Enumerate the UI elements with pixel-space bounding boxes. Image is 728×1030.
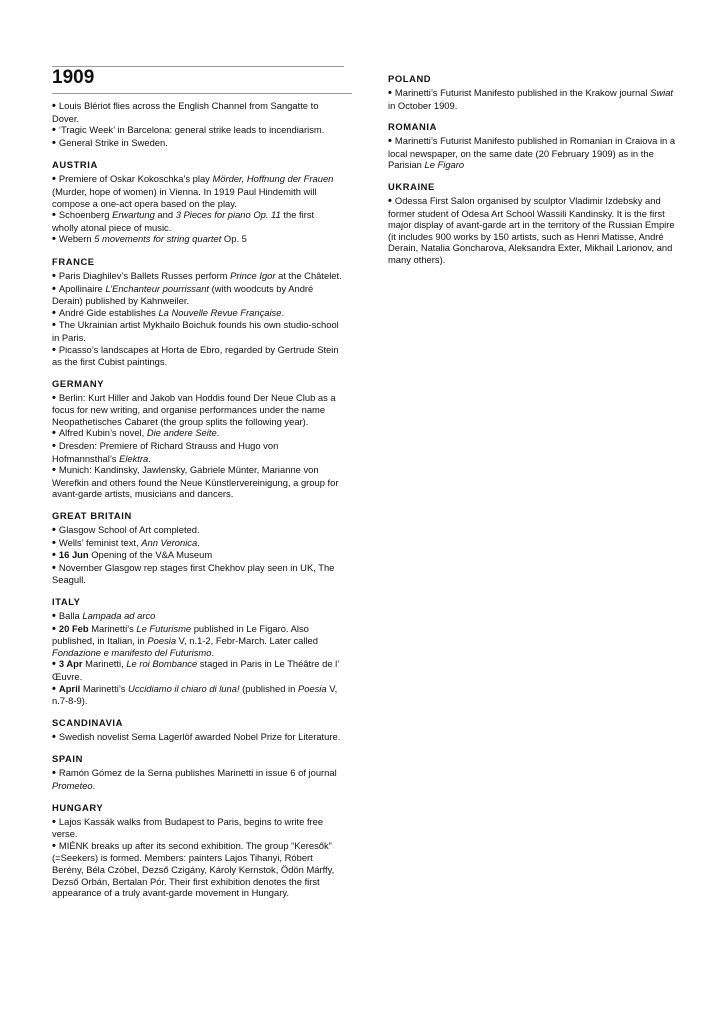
section-title: HUNGARY	[52, 801, 104, 813]
entry-text: Mörder, Hoffnung der Frauen	[212, 173, 334, 185]
entry-text: Le Futurisme	[136, 622, 192, 634]
entry-text: Poesia	[297, 682, 327, 694]
bullet-icon: •	[52, 682, 59, 695]
entry	[52, 683, 342, 707]
entry-text: Swiat	[650, 87, 674, 98]
entry-text: Odessa First Salon organised by sculptor Vladimir Izdebsky and former student of Odesa Art School Wassili Kandinsky. It is the first major display of avant-garde art in the territory of the Russian Empire (it includes 900 works by 150 artists, such as Henri Matisse, André Derain, Natalia Goncharova, Aleksandra Exter, Mikhail Larionov, and many others).	[388, 194, 675, 265]
year-heading: 1909	[52, 66, 352, 94]
bullet-icon: •	[52, 233, 59, 246]
entry-text: .	[211, 646, 215, 658]
entry	[388, 135, 680, 171]
entry	[52, 392, 342, 428]
entry	[52, 840, 342, 899]
bullet-icon: •	[52, 767, 59, 780]
entry-text: Glasgow School of Art completed.	[58, 524, 200, 536]
entry	[52, 767, 342, 791]
entry	[52, 307, 342, 320]
bullet-icon: •	[388, 135, 395, 148]
bullet-icon: •	[52, 730, 59, 743]
entry-text: Lampada ad arco	[82, 610, 156, 621]
section-title: AUSTRIA	[52, 159, 98, 171]
entry-text: Munich: Kandinsky, Jawlensky, Gabriele Münter, Marianne von Werefkin and others found the Neue Künstlervereinigung, a group for avant-garde artists, musicians and dancers.	[52, 464, 339, 500]
entry-text: 3 Apr	[58, 658, 83, 670]
entry-text: General Strike in Sweden.	[58, 136, 168, 148]
entry-text: Poesia	[147, 635, 177, 647]
right-column	[388, 73, 680, 266]
bullet-icon: •	[52, 427, 59, 440]
entry	[52, 731, 342, 744]
entry-text: Marinetti,	[82, 658, 127, 670]
entry-text: and	[154, 209, 176, 221]
entry-text: Prince Igor	[230, 269, 276, 281]
entry-text: Le Figaro	[424, 159, 465, 171]
entry-text: Ramón Gómez de la Serna publishes Marinetti in issue 6 of journal	[58, 767, 337, 779]
entry-text: 16 Jun	[58, 549, 89, 561]
entry	[52, 344, 342, 368]
section-france	[52, 256, 342, 368]
bullet-icon: •	[52, 815, 59, 828]
entry-text: V, n.7-8-9).	[52, 682, 338, 707]
entry-text: (Murder, hope of women) in Vienna. In 1919 Paul Hindemith will compose a one-act opera based on the play.	[52, 185, 317, 209]
bullet-icon: •	[52, 440, 59, 453]
entry	[52, 537, 342, 550]
bullet-icon: •	[52, 658, 59, 671]
entry-text: MIÉNK breaks up after its second exhibition. The group “Keresők” (=Seekers) is formed. Members: painters Lajos Tihanyi, Róbert Berény, Béla Czóbel, Dezső Czigány, Károly Kernstok, Ödön Márffy, Dezső Orbán, Bertalan Pór. Their first exhibition denotes the first appearance of a truly avant-garde movement in Hungary.	[52, 839, 335, 899]
entry-text: André Gide establishes	[58, 306, 159, 318]
entry-text: .	[281, 306, 285, 318]
bullet-icon: •	[52, 124, 59, 137]
entry	[52, 816, 342, 840]
section-spain	[52, 753, 342, 791]
section-scandinavia	[52, 717, 342, 744]
entry-text: .	[197, 536, 200, 548]
entry-text: La Nouvelle Revue Française	[158, 306, 282, 318]
entry-text: November Glasgow rep stages first Chekhov play seen in UK, The Seagull.	[52, 561, 335, 586]
section-title: ITALY	[52, 596, 81, 607]
bullet-icon: •	[52, 839, 59, 852]
entry-text: Berlin: Kurt Hiller and Jakob van Hoddis found Der Neue Club as a focus for new writing, and organise performances under the name Neopathetisches Cabaret (the group splits the following year).	[52, 391, 336, 427]
section-poland	[388, 73, 680, 111]
bullet-icon: •	[52, 536, 59, 549]
entry	[52, 427, 342, 440]
entry	[52, 464, 342, 500]
entry	[52, 173, 342, 209]
section-title: POLAND	[388, 73, 432, 84]
entry-text: The Ukrainian artist Mykhailo Boichuk founds his own studio-school in Paris.	[52, 319, 339, 343]
entry-text: Opening of the V&A Museum	[88, 549, 213, 561]
entry-text: .	[148, 452, 151, 464]
entry	[52, 270, 342, 283]
entry-text: Marinetti’s Futurist Manifesto published in the Krakow journal	[394, 87, 651, 98]
entry-text: the first wholly atonal piece of music.	[52, 209, 315, 233]
entry	[388, 195, 680, 266]
left-column	[52, 66, 342, 899]
section-title: SCANDINAVIA	[52, 716, 124, 728]
section-germany	[52, 378, 342, 500]
section-austria	[52, 159, 342, 246]
entry-text: Elektra	[119, 452, 149, 464]
bullet-icon: •	[52, 610, 59, 622]
section-title: GREAT BRITAIN	[52, 510, 132, 522]
bullet-icon: •	[52, 209, 59, 222]
entry-text: Swedish novelist Sema Lagerlöf awarded Nobel Prize for Literature.	[58, 730, 341, 742]
entry-text: published in Le Figaro. Also published, in Italian, in	[52, 622, 309, 647]
entry-text: Die andere Seite	[146, 427, 217, 439]
entry-text: 5 movements for string quartet	[94, 233, 222, 245]
entry-text: V, n.1-2, Febr-March. Later called	[176, 635, 318, 647]
bullet-icon: •	[52, 173, 59, 186]
bullet-icon: •	[52, 319, 59, 332]
entry	[52, 283, 342, 307]
section-hungary	[52, 802, 342, 899]
bullet-icon: •	[52, 136, 59, 149]
section-title: UKRAINE	[388, 180, 435, 192]
left-sections	[52, 159, 342, 898]
entry-text: Op. 5	[221, 233, 247, 245]
section-great-britain	[52, 510, 342, 586]
entry-text: Paris Diaghilev’s Ballets Russes perform	[58, 269, 231, 281]
intro-entries	[52, 100, 342, 149]
section-italy	[52, 596, 342, 707]
entry-text: April	[58, 682, 81, 694]
entry	[52, 440, 342, 464]
entry-text: (with woodcuts by André Derain) published by Kahnweiler.	[52, 282, 314, 307]
entry-text: Picasso’s landscapes at Horta de Ebro, regarded by Gertrude Stein as the first Cubist paintings.	[52, 343, 339, 368]
entry-text: Schoenberg	[58, 209, 113, 221]
entry-text: staged in Paris in Le Théâtre de l’ Œuvre.	[52, 658, 339, 682]
entry	[52, 209, 342, 233]
entry-text: Louis Blériot flies across the English Channel from Sangatte to Dover.	[52, 100, 319, 124]
entry-text: Webern	[58, 233, 95, 245]
bullet-icon: •	[52, 464, 59, 477]
entry-text: Apollinaire	[58, 282, 106, 294]
section-title: ROMANIA	[388, 121, 437, 133]
entry-text: in October 1909.	[388, 99, 458, 111]
bullet-icon: •	[52, 343, 59, 356]
entry	[52, 562, 342, 586]
entry	[52, 524, 342, 537]
entry	[52, 549, 342, 562]
entry	[52, 319, 342, 343]
entry-text: Wells’ feminist text,	[58, 536, 142, 548]
entry-text: Prometeo	[52, 779, 93, 791]
entry-text: 20 Feb	[58, 622, 89, 634]
bullet-icon: •	[52, 561, 59, 574]
bullet-icon: •	[52, 100, 59, 112]
entry-text: 3 Pieces for piano Op. 11	[175, 209, 281, 221]
section-title: SPAIN	[52, 753, 83, 765]
entry-text: L’Enchanteur pourrissant	[105, 282, 210, 294]
entry	[52, 658, 342, 682]
entry-text: Erwartung	[112, 209, 155, 221]
entry-text: .	[216, 427, 220, 439]
entry-text: ‘Tragic Week’ in Barcelona: general strike leads to incendiarism.	[58, 124, 325, 136]
entry-text: Marinetti’s Futurist Manifesto published in Romanian in Craiova in a local newspaper, on the same date (20 February 1909) as in the Parisian	[388, 135, 676, 171]
entry-text: Premiere of Oskar Kokoschka’s play	[58, 173, 213, 185]
entry	[52, 100, 342, 124]
entry-text: .	[92, 779, 96, 791]
entry-text: Alfred Kubin’s novel,	[58, 427, 147, 439]
bullet-icon: •	[388, 194, 395, 207]
bullet-icon: •	[52, 549, 59, 562]
section-ukraine	[388, 181, 680, 266]
entry-text: Ann Veronica	[141, 536, 198, 548]
entry-text: Balla	[58, 610, 83, 621]
bullet-icon: •	[52, 622, 59, 635]
entry-text: Fondazione e manifesto del Futurismo	[52, 646, 212, 658]
entry	[52, 233, 342, 246]
entry-text: Dresden: Premiere of Richard Strauss and Hugo von Hofmannsthal’s	[52, 440, 279, 464]
section-title: GERMANY	[52, 377, 105, 389]
entry-text: Marinetti’s	[88, 622, 137, 634]
bullet-icon: •	[52, 391, 59, 404]
bullet-icon: •	[52, 282, 59, 295]
entry-text: Le roi Bombance	[126, 658, 198, 670]
bullet-icon: •	[52, 269, 59, 282]
entry	[388, 87, 680, 111]
entry-text: (published in	[239, 682, 298, 694]
entry	[52, 610, 342, 623]
entry	[52, 124, 342, 137]
bullet-icon: •	[52, 524, 59, 537]
entry-text: at the Châtelet.	[275, 269, 342, 281]
entry-text: Uccidiamo il chiaro di luna!	[128, 682, 240, 694]
entry-text: Marinetti’s	[80, 682, 129, 694]
entry	[52, 623, 342, 659]
entry	[52, 137, 342, 150]
right-sections	[388, 73, 680, 266]
bullet-icon: •	[52, 306, 59, 319]
section-title: FRANCE	[52, 255, 95, 267]
bullet-icon: •	[388, 87, 395, 99]
entry-text: Lajos Kassák walks from Budapest to Paris, begins to write free verse.	[52, 815, 324, 840]
section-romania	[388, 121, 680, 171]
